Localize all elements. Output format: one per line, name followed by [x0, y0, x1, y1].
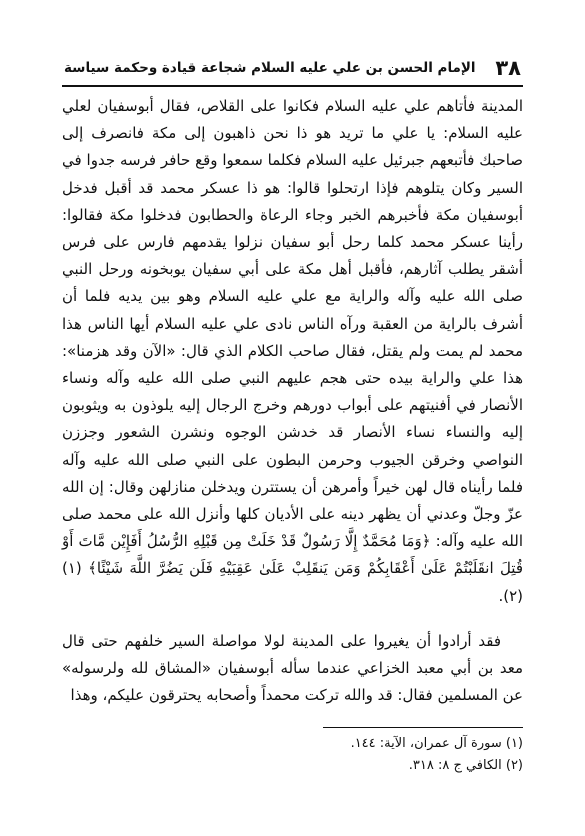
paragraph-2: فقد أرادوا أن يغيروا على المدينة لولا مواصلة السير خلفهم حتى قال معد بن أبي معبد الخزاعي عندما سأله أبوسفيان «المشاق لله ولرسوله» عن المسلمين فقال: قد والله تركت محمداً وأصحابه يحترقون عليكم، وهذا [62, 632, 523, 705]
running-title: الإمام الحسن بن علي عليه السلام شجاعة قيادة وحكمة سياسة [64, 60, 476, 76]
footnote-1: (١) سورة آل عمران، الآية: ١٤٤. [350, 736, 523, 751]
main-text [62, 93, 523, 610]
footnote-refs: (١) (٢). [62, 559, 523, 605]
page-header [64, 52, 521, 84]
footnotes [62, 733, 523, 777]
paragraph-1-text: المدينة فأتاهم علي عليه السلام فكانوا على القلاص، فقال أبوسفيان لعلي عليه السلام: يا علي ما تريد هو ذا نحن ذاهبون إلى مكة فانصرف إلى صاحبك فأتبعهم جبرئيل عليه السلام فكلما سمعوا وقع حافر فرسه جدوا في السير وكان يتلوهم فإذا ارتحلوا قالوا: هو ذا عسكر محمد قد أقبل فدخل أبوسفيان مكة فأخبرهم الخبر وجاء الرعاة والحطابون فدخلوا مكة فقالوا: رأينا عسكر محمد كلما رحل أبو سفيان نزلوا يقدمهم فارس على فرس أشقر يطلب آثارهم، فأقبل أهل مكة على أبي سفيان يوبخونه ورحل النبي صلى الله عليه وآله والراية مع علي عليه السلام وهو بين يديه فلما أن أشرف بالراية من العقبة ورآه الناس نادى علي عليه السلام أيها الناس هذا محمد لم يمت ولم يقتل، فقال صاحب الكلام الذي قال: «الآن وقد هزمنا»: هذا علي والراية بيده حتى هجم عليهم النبي صلى الله عليه وآله ونساء الأنصار في أفنيتهم على أبواب دورهم وخرج الرجال إليه يلوذون به ويثوبون إليه والنساء نساء الأنصار قد خدشن الوجوه ونشرن الشعور وجززن النواصي وخرقن الجيوب وحرمن البطون على النبي صلى الله عليه وآله فلما رأيناه قال لهن خيراً وأمرهن أن يستترن ويدخلن منازلهن وقال: إن الله عزّ وجلّ وعدني أن يظهر دينه على الأديان كلها وأنزل الله على محمد صلى الله عليه وآله: [62, 97, 523, 551]
footnote-2: (٢) الكافي ج ٨: ٣١٨. [408, 758, 523, 773]
quran-verse: ﴿وَمَا مُحَمَّدٌ إِلَّا رَسُولٌ قَدْ خَلَتْ مِن قَبْلِهِ الرُّسُلُ أَفَإِيْن مَّاتَ أَوْ قُتِلَ انقَلَبْتُمْ عَلَىٰ أَعْقَابِكُمْ وَمَن يَنقَلِبْ عَلَىٰ عَقِبَيْهِ فَلَن يَضُرَّ اللَّهَ شَيْئًا﴾ [62, 532, 523, 578]
paragraph-1 [62, 93, 523, 610]
header-rule [62, 85, 523, 87]
footnote-rule [323, 727, 523, 728]
page-number: ٣٨ [495, 56, 521, 80]
